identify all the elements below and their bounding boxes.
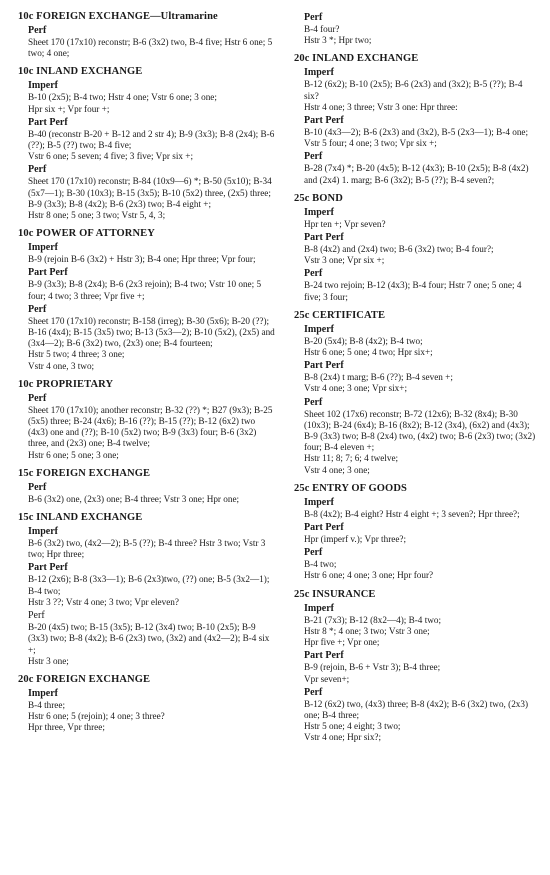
perforation-label: Perf xyxy=(28,610,45,622)
section-heading: 25c BOND xyxy=(294,192,343,204)
holdings-text: B-21 (7x3); B-12 (8x2—4); B-4 two; Hstr 8 *; 4 one; 3 two; Vstr 3 one; Hpr five +; Vpr one; xyxy=(304,614,442,648)
perforation-label: Part Perf xyxy=(28,267,68,279)
perforation-label: Imperf xyxy=(28,242,58,254)
holdings-text: B-20 (5x4); B-8 (4x2); B-4 two; Hstr 6 one; 5 one; 4 two; Hpr six+; xyxy=(304,335,433,358)
perforation-label: Part Perf xyxy=(28,562,68,574)
perforation-label: Part Perf xyxy=(304,232,344,244)
holdings-text: Sheet 170 (17x10); another reconstr; B-32 (??) *; B27 (9x3); B-25 (5x5) three; B-24 (4x6); B-16 (??); B-15 (??); B-12 (6x2) two (4x3) one and (??); B-10 (5x2) two; B-9 (3x3) four; B-6 (3x2) three, and (2x3) one; B-4 twelve; Hstr 6 one; 5 one; 3 one; xyxy=(28,404,273,460)
holdings-text: B-10 (2x5); B-4 two; Hstr 4 one; Vstr 6 one; 3 one; Hpr six +; Vpr four +; xyxy=(28,92,217,114)
section-heading: 10c INLAND EXCHANGE xyxy=(18,66,143,78)
stamp-section-15c-foreign-exchange xyxy=(18,467,276,505)
holdings-text: Sheet 102 (17x6) reconstr; B-72 (12x6); B-32 (8x4); B-30 (10x3); B-24 (6x4); B-16 (8x2); B-12 (3x4), (6x2) and (4x3); B-9 (3x3) two; B-8 (2x4) two, (4x2) two; B-6 (2x3) two; (3x2) four; B-4 eleven +; Hstr 11; 8; 7; 6; 4 twelve; Vstr 4 one; 3 one; xyxy=(304,408,536,475)
holdings-text: B-9 (3x3); B-8 (2x4); B-6 (2x3 rejoin); B-4 two; Vstr 10 one; 5 four; 4 two; 3 three; Vpr five +; xyxy=(28,279,262,301)
section-heading: 20c INLAND EXCHANGE xyxy=(294,53,419,65)
perforation-label: Perf xyxy=(304,268,323,280)
section-heading: 15c INLAND EXCHANGE xyxy=(18,512,143,524)
holdings-text: Sheet 170 (17x10) reconstr; B-84 (10x9—6) *; B-50 (5x10); B-34 (5x7—1); B-30 (10x3); B-15 (3x5); B-10 (5x2) three, (2x5) three; B-9 (3x3); B-8 (4x2); B-6 (2x3) two; B-4 eight +; Hstr 8 one; 5 one; 3 two; Vstr 5, 4, 3; xyxy=(28,176,272,221)
stamp-section-25c-insurance xyxy=(294,588,538,744)
section-heading: 25c ENTRY OF GOODS xyxy=(294,482,407,494)
perforation-label: Imperf xyxy=(304,496,334,508)
section-heading: 10c POWER OF ATTORNEY xyxy=(18,228,155,240)
holdings-text: B-12 (6x2) two, (4x3) three; B-8 (4x2); B-6 (3x2) two, (2x3) one; B-4 three; Hstr 5 one; 4 eight; 3 two; Vstr 4 one; Hpr six?; xyxy=(304,698,529,743)
stamp-section-20c-foreign-exchange xyxy=(18,673,276,734)
holdings-text: Sheet 170 (17x10) reconstr; B-158 (irreg); B-30 (5x6); B-20 (??); B-16 (4x4); B-15 (3x5) two; B-13 (5x3—2); B-10 (5x2), (2x5) and (3x4—2); B-6 (3x2) two, (2x3) one; B-4 fourteen; Hstr 5 two; 4 three; 3 one; Vstr 4 one, 3 two; xyxy=(28,315,275,371)
perforation-label: Imperf xyxy=(304,67,334,79)
stamp-section-15c-inland-exchange xyxy=(18,511,276,667)
holdings-text: B-8 (2x4) t marg; B-6 (??); B-4 seven +; Vstr 4 one; 3 one; Vpr six+; xyxy=(304,372,453,394)
stamp-section-10c-proprietary xyxy=(18,378,276,461)
holdings-text: B-12 (6x2); B-10 (2x5); B-6 (2x3) and (3x2); B-5 (??); B-4 six? Hstr 4 one; 3 three; Vstr 3 one: Hpr three: xyxy=(304,79,523,112)
holdings-text: B-12 (2x6); B-8 (3x3—1); B-6 (2x3)two, (??) one; B-5 (3x2—1); B-4 two; Hstr 3 ??; Vstr 4 one; 3 two; Vpr eleven? xyxy=(28,574,270,607)
holdings-text: Hpr ten +; Vpr seven? xyxy=(304,218,386,229)
perforation-label: Perf xyxy=(28,25,47,36)
stamp-section-10c-foreign-exchange-ultramarine xyxy=(18,10,276,59)
perforation-label: Imperf xyxy=(304,206,334,218)
perforation-label: Imperf xyxy=(304,602,334,614)
perforation-label: Part Perf xyxy=(304,360,344,372)
perforation-label: Perf xyxy=(28,392,47,404)
section-heading: 10c FOREIGN EXCHANGE—Ultramarine xyxy=(18,11,218,22)
stamp-section-continued xyxy=(294,12,538,46)
stamp-section-25c-entry-of-goods xyxy=(294,482,538,582)
perforation-label: Part Perf xyxy=(304,522,344,534)
perforation-label: Imperf xyxy=(28,687,58,699)
holdings-text: B-28 (7x4) *; B-20 (4x5); B-12 (4x3); B-10 (2x5); B-8 (4x2) and (2x4) 1. marg; B-6 (3x2); B-5 (??); B-4 seven?; xyxy=(304,163,529,185)
perforation-label: Perf xyxy=(304,686,323,698)
holdings-text: B-6 (3x2) two, (4x2—2); B-5 (??); B-4 three? Hstr 3 two; Vstr 3 two; Hpr three; xyxy=(28,538,266,560)
right-column xyxy=(286,10,538,875)
holdings-text: B-20 (4x5) two; B-15 (3x5); B-12 (3x4) two; B-10 (2x5); B-9 (3x3) two; B-8 (4x2); B-6 (2x3) two, (3x2) and (4x2—2); B-4 six +; Hstr 3 one; xyxy=(28,622,270,666)
holdings-text: B-6 (3x2) one, (2x3) one; B-4 three; Vstr 3 one; Hpr one; xyxy=(28,493,240,504)
stamp-section-10c-power-of-attorney xyxy=(18,227,276,372)
section-heading: 25c INSURANCE xyxy=(294,588,376,600)
stamp-section-10c-inland-exchange xyxy=(18,65,276,221)
holdings-text: B-8 (4x2); B-4 eight? Hstr 4 eight +; 3 seven?; Hpr three?; xyxy=(304,508,520,519)
perforation-label: Perf xyxy=(28,481,47,493)
perforation-label: Imperf xyxy=(28,526,58,538)
holdings-text: B-24 two rejoin; B-12 (4x3); B-4 four; Hstr 7 one; 5 one; 4 five; 3 four; xyxy=(304,280,522,302)
perforation-label: Imperf xyxy=(304,323,334,335)
holdings-text: B-9 (rejoin, B-6 + Vstr 3); B-4 three; Vpr seven+; xyxy=(304,662,441,684)
holdings-text: B-10 (4x3—2); B-6 (2x3) and (3x2), B-5 (2x3—1); B-4 one; Vstr 5 four; 4 one; 3 two; Vpr six +; xyxy=(304,127,529,149)
perforation-label: Perf xyxy=(304,547,323,559)
section-heading: 20c FOREIGN EXCHANGE xyxy=(18,673,151,685)
section-heading: 15c FOREIGN EXCHANGE xyxy=(18,467,151,479)
holdings-text: B-4 three; Hstr 6 one; 5 (rejoin); 4 one; 3 three? Hpr three, Vpr three; xyxy=(28,699,165,733)
perforation-label: Perf xyxy=(28,303,47,315)
holdings-text: B-4 four? Hstr 3 *; Hpr two; xyxy=(304,24,372,46)
holdings-text: Hpr (imperf v.); Vpr three?; xyxy=(304,534,407,545)
left-column xyxy=(18,10,286,875)
holdings-text: B-9 (rejoin B-6 (3x2) + Hstr 3); B-4 one; Hpr three; Vpr four; xyxy=(28,254,256,265)
perforation-label: Perf xyxy=(304,12,323,23)
stamp-section-25c-bond xyxy=(294,192,538,303)
perforation-label: Perf xyxy=(304,151,323,163)
perforation-label: Imperf xyxy=(28,80,58,92)
perforation-label: Perf xyxy=(28,164,47,176)
stamp-section-25c-certificate xyxy=(294,309,538,476)
holdings-text: Sheet 170 (17x10) reconstr; B-6 (3x2) two, B-4 five; Hstr 6 one; 5 two; 4 one; xyxy=(28,37,273,59)
holdings-text: B-8 (4x2) and (2x4) two; B-6 (3x2) two; B-4 four?; Vstr 3 one; Vpr six +; xyxy=(304,244,494,266)
perforation-label: Perf xyxy=(304,396,323,408)
stamp-section-20c-inland-exchange xyxy=(294,52,538,185)
holdings-text: B-40 (reconstr B-20 + B-12 and 2 str 4); B-9 (3x3); B-8 (2x4); B-6 (??); B-5 (??) two; B-4 five; Vstr 6 one; 5 seven; 4 five; 3 five; Vpr six +; xyxy=(28,128,275,162)
section-heading: 25c CERTIFICATE xyxy=(294,309,386,321)
holdings-text: B-4 two; Hstr 6 one; 4 one; 3 one; Hpr four? xyxy=(304,559,434,581)
perforation-label: Part Perf xyxy=(304,115,344,127)
perforation-label: Part Perf xyxy=(304,650,344,662)
section-heading: 10c PROPRIETARY xyxy=(18,378,114,390)
perforation-label: Part Perf xyxy=(28,116,68,128)
